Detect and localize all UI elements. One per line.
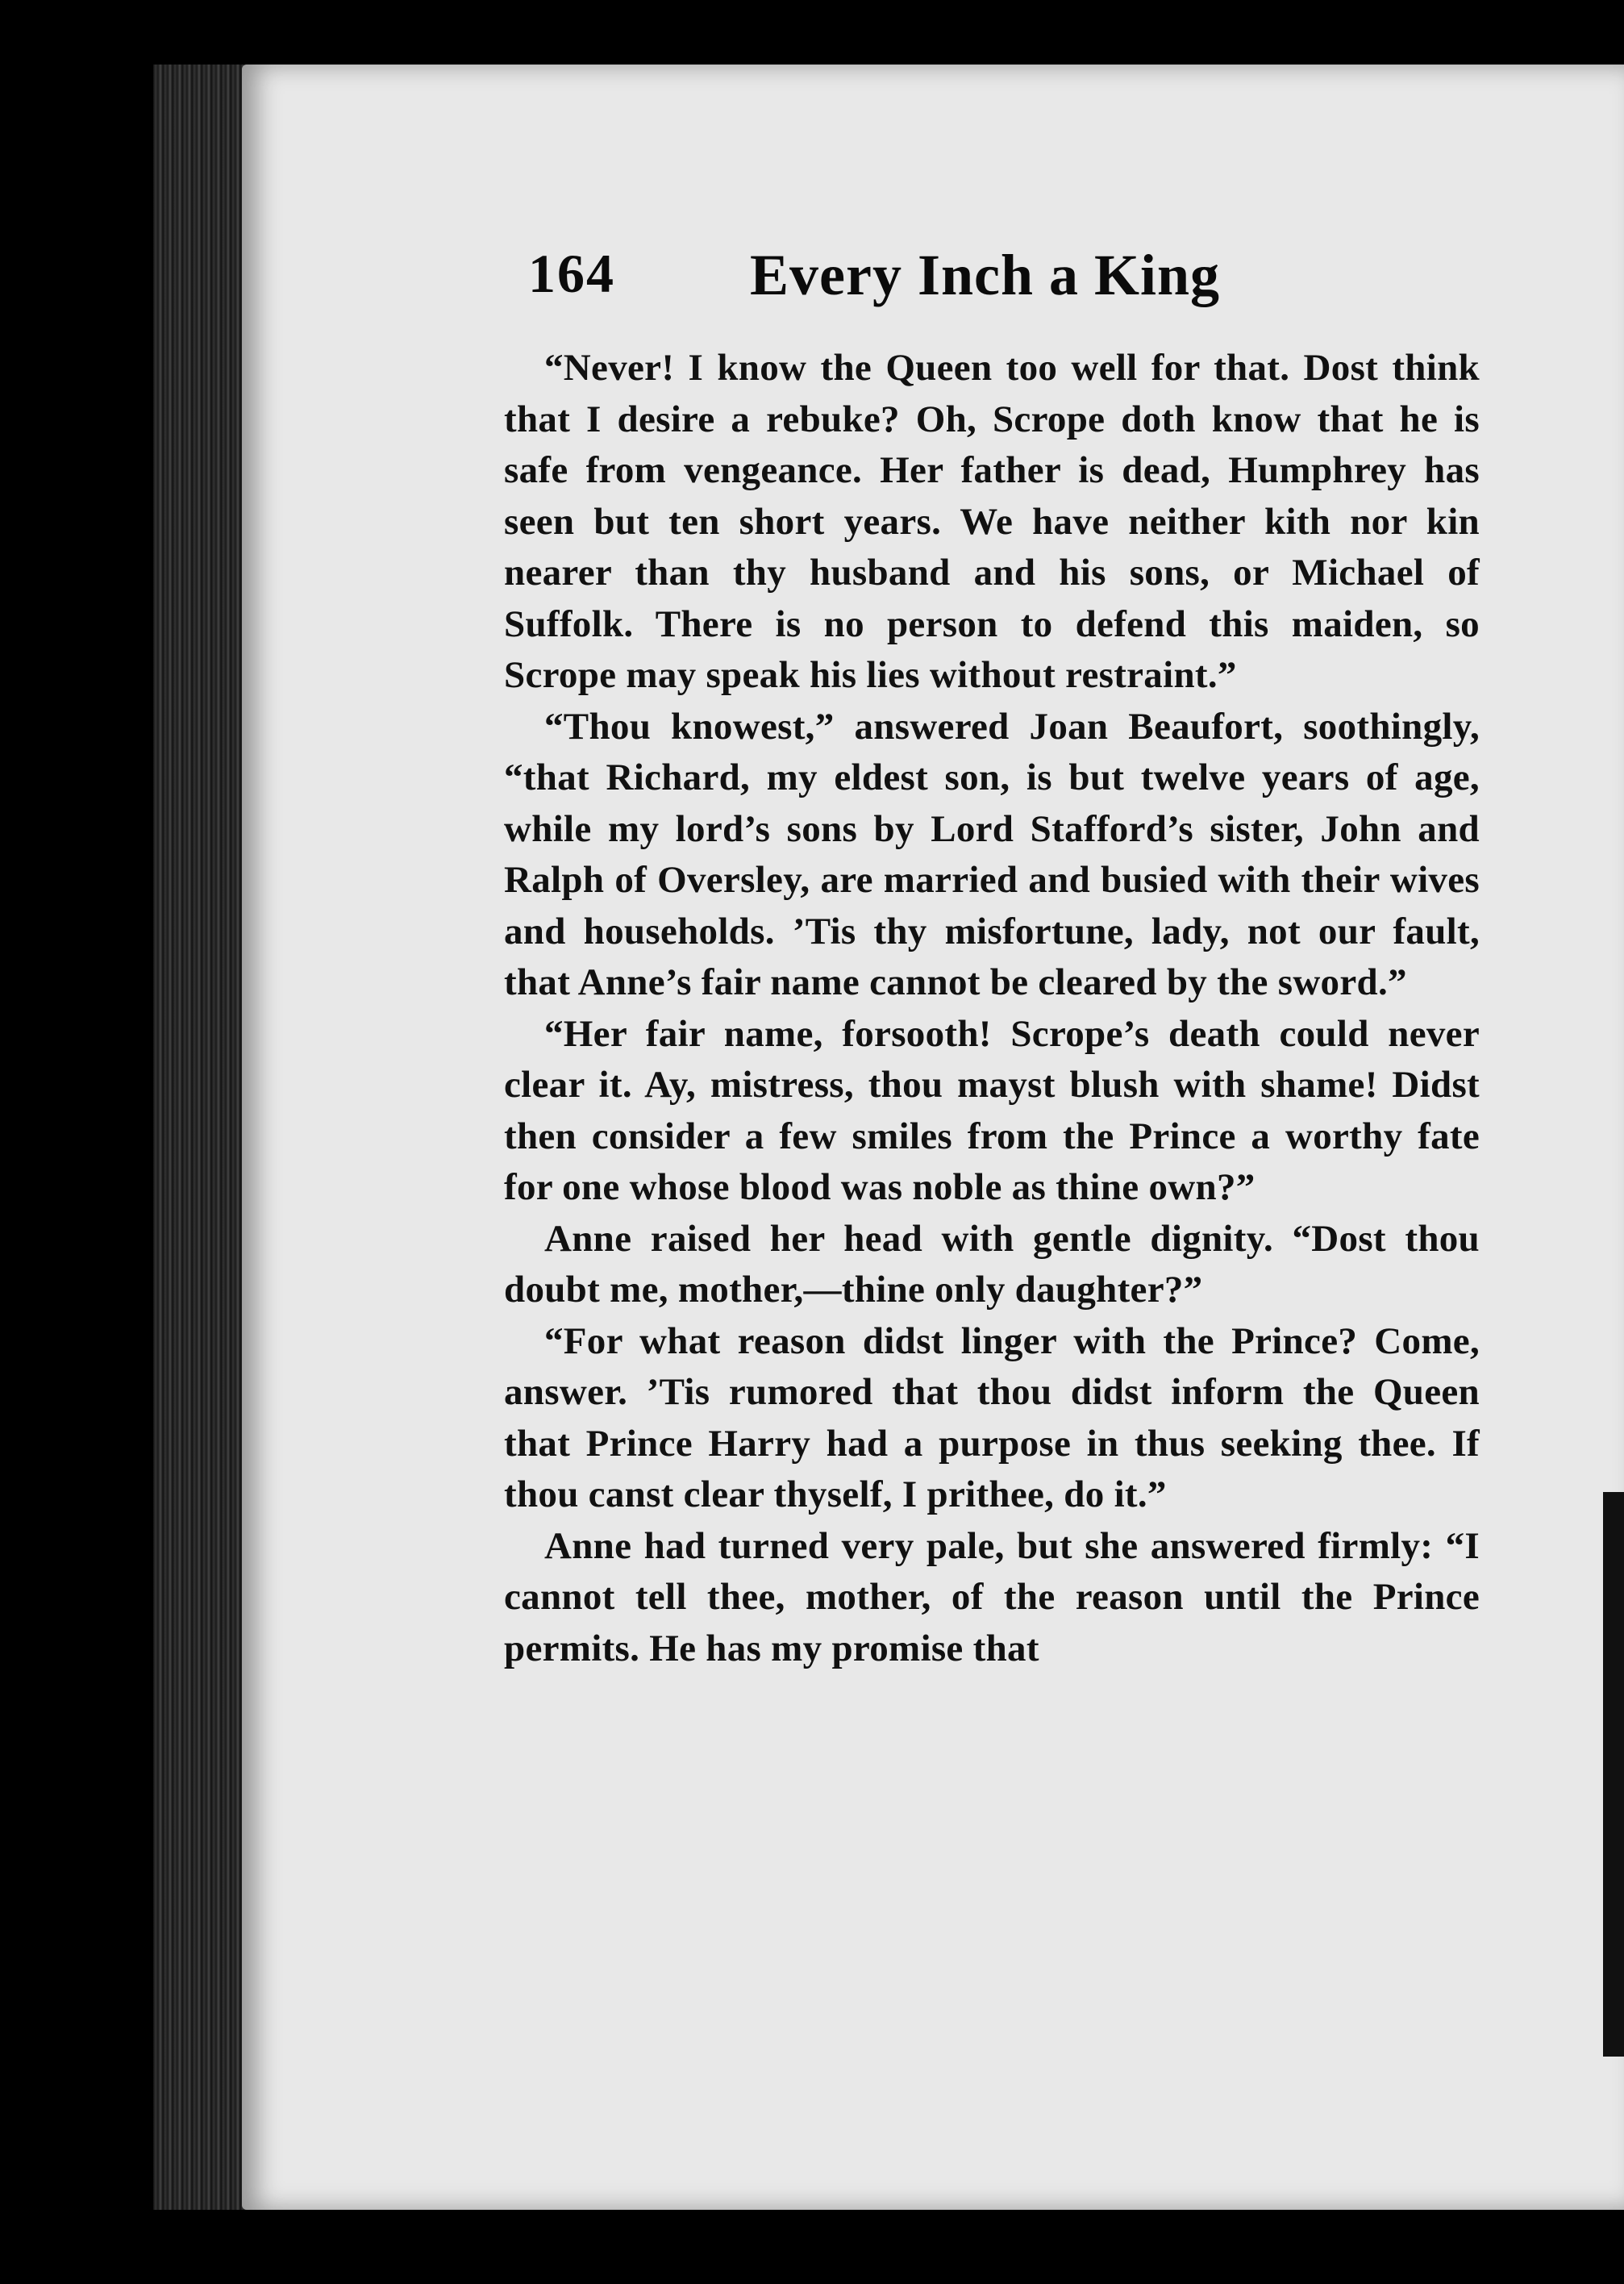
page-header (528, 242, 1254, 331)
paragraph: “For what reason didst linger with the Prince? Come, answer. ’Tis rumored that thou didst inform the Queen that Prince Harry had a purpose in thus seeking thee. If thou canst clear thyself, I prithee, do it.” (504, 1319, 1480, 1515)
paragraph: Anne had turned very pale, but she answered firmly: “I cannot tell thee, mother, of the reason until the Prince permits. He has my promise that (504, 1524, 1480, 1669)
running-title: Every Inch a King (750, 243, 1221, 307)
page-number: 164 (528, 243, 615, 304)
book-spine (153, 65, 250, 2210)
paragraph: Anne raised her head with gentle dignity. “Dost thou doubt me, mother,—thine only daughter?” (504, 1217, 1480, 1311)
page-edge-shadow (1603, 1492, 1624, 2057)
paragraph: “Her fair name, forsooth! Scrope’s death could never clear it. Ay, mistress, thou mayst blush with shame! Didst then consider a few smiles from the Prince a worthy fate for one whose blood was noble as thine own?” (504, 1012, 1480, 1208)
paragraph: “Thou knowest,” answered Joan Beaufort, soothingly, “that Richard, my eldest son, is but twelve years of age, while my lord’s sons by Lord Stafford’s sister, John and Ralph of Oversley, are married and busied with their wives and households. ’Tis thy misfortune, lady, not our fault, that Anne’s fair name cannot be cleared by the sword.” (504, 705, 1480, 1003)
body-text (504, 343, 1480, 1674)
paragraph: “Never! I know the Queen too well for that. Dost think that I desire a rebuke? Oh, Scrope doth know that he is safe from vengeance. Her father is dead, Humphrey has seen but ten short years. We have neither kith nor kin nearer than thy husband and his sons, or Michael of Suffolk. There is no person to defend this maiden, so Scrope may speak his lies without restraint.” (504, 347, 1480, 696)
